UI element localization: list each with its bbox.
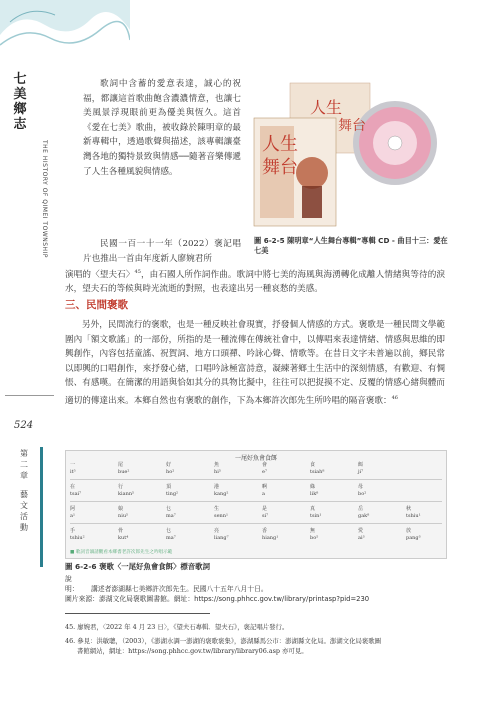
lyric-romanization: it⁵ <box>70 469 76 475</box>
album-caption: 圖 6-2-5 陳明章“人生舞台專輯”專輯 CD - 曲目十三：愛在七美 <box>254 236 448 255</box>
lyric-romanization: tshiu¹ <box>406 513 421 519</box>
chapter-name-char: 藝 <box>20 490 28 499</box>
lyric-char: 愛 <box>358 528 364 534</box>
footnote-46 <box>65 636 450 656</box>
chapter-label <box>17 448 31 533</box>
lyric-char: 會 <box>262 462 268 468</box>
lyric-char: 一 <box>70 462 76 468</box>
title-char: 鄉 <box>13 102 27 117</box>
lyric-char: 母 <box>358 484 364 490</box>
lyric-romanization: niu⁵ <box>118 513 129 519</box>
lyric-romanization: bue² <box>118 469 130 475</box>
lyric-char: 阿 <box>70 506 76 512</box>
lyric-romanization: a <box>262 491 265 497</box>
source-label: 圖片來源： <box>65 595 99 603</box>
svg-text:舞台: 舞台 <box>338 118 366 134</box>
lyric-romanization: tsiah⁸ <box>310 469 325 475</box>
lyric-char: 骨 <box>118 528 124 534</box>
lyric-char: 亮 <box>214 528 220 534</box>
footnote-divider <box>65 613 210 614</box>
chapter-char: 第 <box>20 449 28 458</box>
lyric-romanization: tsin¹ <box>310 513 322 519</box>
desc-text: 講述者澎湖縣七美鄉許次郎先生。民國八十五年八月十日。 <box>91 585 268 593</box>
lyric-char: 港 <box>214 484 220 490</box>
lyric-romanization: gak⁸ <box>358 513 370 519</box>
lyric-romanization: tsai⁷ <box>70 491 82 497</box>
lyric-char: 岳 <box>358 506 364 512</box>
lyric-char: 乜 <box>166 506 172 512</box>
text-span: 另外，民間流行的褒歌，也是一種反映社會現實，抒發個人情感的方式。褒歌是一種民間文學範圍內「額文歌謠」的一部份，所指的是一種流傳在傳統社會中，以傳唱來表達情緒、情感與思維的即興創作，內容包括童謠、祝賀詞、地方口頭禪、吟詠心聲、情歌等。在昔日文字未普遍以前，鄉民常以即興的口唱創作，來抒發心緒，口唱吟詠極富詩意，凝練著鄉土生活中的深刻情感，有歡迎、有惆悵、有感嘆。在簡潔的用語與恰如其分的具物比擬中，往往可以把捉摸不定、反覆的情感心緒與體而適切的傳達出來。本鄉自然也有褒歌的創作，下為本鄉許次郎先生所吟唱的隔音褒歌： <box>65 320 445 406</box>
book-title-vertical <box>10 72 30 132</box>
lyric-romanization: a¹ <box>70 513 75 519</box>
lyric-romanization: liang⁷ <box>214 535 229 541</box>
svg-text:人生: 人生 <box>310 98 343 117</box>
chapter-name-char: 活 <box>20 512 28 521</box>
section-heading: 三、民間褒歌 <box>65 299 128 311</box>
figure-description <box>65 574 369 604</box>
footnote-ref-46[interactable]: 46 <box>391 394 398 401</box>
score-title: 一尾好魚會食餌 <box>234 455 277 462</box>
lyric-char: 無 <box>310 528 316 534</box>
lyric-romanization: kang² <box>214 491 229 497</box>
text-span: 演唱的〈望夫石〉 <box>65 269 135 280</box>
score-row <box>70 528 442 550</box>
lyric-char: 生 <box>214 506 220 512</box>
chapter-name-char: 動 <box>20 523 28 532</box>
figure-caption: 圖 6-2-6 褒歌〈一尾好魚會食餌〉標音歌詞 <box>65 562 210 571</box>
book-subtitle-en: THE HISTORY OF QIMEI TOWNSHIP <box>41 140 48 258</box>
lyric-romanization: si⁷ <box>262 513 269 519</box>
lyric-char: 香 <box>262 528 268 534</box>
text-span: ，由石國人所作詞作曲。歌詞中將七美的海風與海湧轉化成離人情緒與等待的淚水，望夫石的等候與時光流逝的對照，也表達出另一種哀愁的美感。 <box>65 269 445 295</box>
lyric-romanization: hiang¹ <box>262 535 279 541</box>
score-note: ■ 歌詞音韻請觀看本鄉耆老許次郎先生之吟唱示範 <box>70 550 173 555</box>
lyric-char: 好 <box>166 462 172 468</box>
footnote-46-text: 46. 參見：洪敏聰，（2003），《澎湖水調一澎湖的褒歌褒集》，澎湖縣馬公市：澎湖縣文化局。澎湖文化局褒歌圖 <box>65 637 382 645</box>
lyric-romanization: senn¹ <box>214 513 228 519</box>
source-link[interactable]: 澎湖文化局褒歌圖書館。網址：https://song.phhcc.gov.tw/library/printasp?pid=230 <box>98 595 370 603</box>
svg-text:舞台: 舞台 <box>262 157 298 178</box>
footnote-46-link[interactable]: 書館網站，網址：https://song.phhcc.gov.tw/library/library06.asp 亦可見。 <box>77 647 308 655</box>
album-cover-image <box>250 78 445 230</box>
lyric-char: 魚 <box>214 462 220 468</box>
lyric-romanization: lik⁸ <box>310 491 319 497</box>
lyric-char: 頂 <box>166 484 172 490</box>
lyric-char: 放 <box>406 528 412 534</box>
chapter-char: 章 <box>20 471 28 480</box>
album-cover-title: 人生 <box>262 134 298 155</box>
score-row <box>70 484 442 506</box>
lyric-romanization: ji⁷ <box>358 469 364 475</box>
lyric-char: 秋 <box>406 506 412 512</box>
lyric-romanization: bo² <box>358 491 367 497</box>
lyric-romanization: ai³ <box>358 535 365 541</box>
lyric-romanization: bo⁵ <box>310 535 319 541</box>
paragraph-lyrics-analysis: 歌詞中含蓄的愛意表達，誠心的祝福，都讓這首歌曲飽含濃濃情意，也讓七美風景浮現眼前更為優美與恆久。這首《愛在七美》歌曲，被收錄於陳明章的最新專輯中，透過歌聲與描述，該專輯讓臺灣各地的獨特景致與情感──隨著音樂傳遞了人生各種風貌與情感。 <box>83 79 241 177</box>
lyric-romanization: ho² <box>166 469 175 475</box>
desc-label: 說 明： <box>65 575 79 593</box>
lyric-char: 娘 <box>118 506 124 512</box>
lyric-romanization: pang³ <box>406 535 421 541</box>
lyric-romanization: kiann⁵ <box>118 491 135 497</box>
chapter-name-char: 文 <box>20 501 28 510</box>
page-number: 524 <box>14 420 34 431</box>
lyric-romanization: kut⁴ <box>118 535 129 541</box>
lyric-char: 行 <box>118 484 124 490</box>
lyric-char: 是 <box>262 506 268 512</box>
lyric-char: 真 <box>310 506 316 512</box>
lyric-char: 啊 <box>262 484 268 490</box>
lyric-romanization: ting² <box>166 491 179 497</box>
lyric-romanization: ma⁷ <box>166 513 176 519</box>
lyric-char: 餌 <box>358 462 364 468</box>
score-row <box>70 506 442 528</box>
title-char: 志 <box>13 117 27 132</box>
paragraph-folk-songs <box>65 318 445 408</box>
title-char: 七 <box>13 72 27 87</box>
paragraph-wangfushi-intro: 民國一百一十一年（2022）褒記唱片也推出一首由年度新人廖婉君所 <box>83 239 241 264</box>
wave-decoration <box>0 0 130 60</box>
chapter-accent-bar <box>40 447 43 567</box>
paragraph-wangfushi-detail <box>65 265 445 297</box>
lyric-romanization: ma⁷ <box>166 535 176 541</box>
score-row <box>70 462 442 484</box>
chapter-char: 二 <box>20 460 28 469</box>
lyric-char: 食 <box>310 462 316 468</box>
footnote-ref-45[interactable]: 45 <box>134 269 141 275</box>
lyric-char: 乜 <box>166 528 172 534</box>
lyric-char: 尾 <box>118 462 124 468</box>
lyric-romanization: e⁷ <box>262 469 267 475</box>
lyric-char: 手 <box>70 528 76 534</box>
lyric-romanization: hi⁵ <box>214 469 221 475</box>
footnote-45: 45. 廖婉君，〈2022 年 4 月 23 日〉，《望夫石專輯．望夫石》，褒記唱片發行。 <box>65 623 289 631</box>
lyrics-score-image <box>65 450 447 559</box>
sidebar-divider <box>5 395 54 396</box>
title-char: 美 <box>13 87 27 102</box>
lyric-char: 在 <box>70 484 76 490</box>
lyric-char: 綠 <box>310 484 316 490</box>
lyric-romanization: tshiu² <box>70 535 85 541</box>
